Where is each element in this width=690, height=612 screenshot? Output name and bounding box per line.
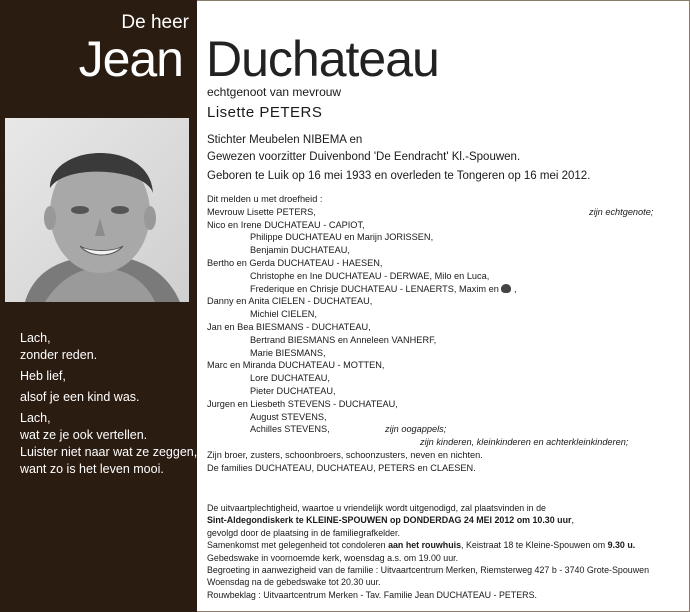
list-item: Pieter DUCHATEAU, bbox=[250, 385, 336, 396]
heart-suffix: , bbox=[513, 283, 517, 294]
funeral-emph: aan het rouwhuis bbox=[388, 540, 462, 551]
list-item: Bertho en Gerda DUCHATEAU - HAESEN, bbox=[207, 257, 383, 268]
poem-line: alsof je een kind was. bbox=[20, 390, 140, 404]
poem-line: wat ze je ook vertellen. bbox=[20, 428, 148, 442]
list-item: Bertrand BIESMANS en Anneleen VANHERF, bbox=[250, 334, 437, 345]
family-list bbox=[207, 193, 677, 475]
family-child: Achilles STEVENS, bbox=[250, 424, 330, 435]
role-line: Stichter Meubelen NIBEMA en bbox=[207, 134, 363, 146]
funeral-line bbox=[207, 539, 685, 551]
role-line: Gewezen voorzitter Duivenbond 'De Eendracht' Kl.-Spouwen. bbox=[207, 151, 521, 163]
birth-death-line: Geboren te Luik op 16 mei 1933 en overleden te Tongeren op 16 mei 2012. bbox=[207, 170, 591, 182]
list-item bbox=[207, 206, 677, 219]
family-child: Frederique en Chrisje DUCHATEAU - LENAERTS, Maxim en bbox=[250, 283, 499, 294]
poem-line: Lach, bbox=[20, 331, 51, 345]
list-item: Benjamin DUCHATEAU, bbox=[250, 245, 350, 256]
funeral-text: , Keistraat 18 te Kleine-Spouwen om bbox=[461, 540, 608, 551]
poem-line: zonder reden. bbox=[20, 348, 98, 362]
funeral-line bbox=[207, 514, 685, 526]
heart-icon bbox=[501, 284, 511, 293]
list-item: Marc en Miranda DUCHATEAU - MOTTEN, bbox=[207, 360, 385, 371]
roles bbox=[207, 132, 520, 166]
poem-line: Heb lief, bbox=[20, 369, 66, 383]
funeral-line: Rouwbeklag : Uitvaartcentrum Merken - Tav. Familie Jean DUCHATEAU - PETERS. bbox=[207, 589, 537, 600]
funeral-church: Sint-Aldegondiskerk te KLEINE-SPOUWEN op DONDERDAG 24 MEI 2012 om 10.30 uur bbox=[207, 515, 572, 526]
list-item: Christophe en Ine DUCHATEAU - DERWAE, Milo en Luca, bbox=[250, 270, 490, 281]
wife-name: Mevrouw Lisette PETERS, bbox=[207, 206, 316, 217]
list-item: Dit melden u met droefheid : bbox=[207, 194, 323, 204]
funeral-line: Woensdag na de gebedswake tot 20.30 uur. bbox=[207, 577, 381, 588]
list-item: August STEVENS, bbox=[250, 411, 327, 422]
poem bbox=[20, 330, 197, 478]
portrait-photo bbox=[5, 118, 189, 302]
first-name: Jean bbox=[78, 31, 183, 87]
list-item: Nico en Irene DUCHATEAU - CAPIOT, bbox=[207, 219, 365, 230]
poem-line: Luister niet naar wat ze zeggen, bbox=[20, 445, 198, 459]
spouse-name: Lisette PETERS bbox=[207, 104, 323, 121]
funeral-line: De uitvaartplechtigheid, waartoe u vriendelijk wordt uitgenodigd, zal plaatsvinden in de bbox=[207, 503, 546, 513]
list-item bbox=[207, 283, 677, 296]
funeral-text: Samenkomst met gelegenheid tot condoleren bbox=[207, 540, 389, 551]
funeral-info bbox=[207, 502, 685, 601]
funeral-line: Gebedswake in voornoemde kerk, woensdag a.s. om 19.00 uur. bbox=[207, 552, 459, 563]
list-item: Danny en Anita CIELEN - DUCHATEAU, bbox=[207, 296, 373, 307]
list-item: Zijn broer, zusters, schoonbroers, schoonzusters, neven en nichten. bbox=[207, 449, 483, 460]
left-panel bbox=[0, 0, 197, 612]
grandkids-relation: zijn oogappels; bbox=[385, 424, 447, 435]
children-relation: zijn kinderen, kleinkinderen en achterkleinkinderen; bbox=[420, 437, 629, 448]
list-item bbox=[207, 436, 677, 449]
list-item: De families DUCHATEAU, DUCHATEAU, PETERS en CLAESEN. bbox=[207, 462, 476, 473]
list-item: Jan en Bea BIESMANS - DUCHATEAU, bbox=[207, 321, 371, 332]
list-item: Philippe DUCHATEAU en Marijn JORISSEN, bbox=[250, 232, 434, 243]
poem-line: want zo is het leven mooi. bbox=[20, 462, 164, 476]
funeral-line: gevolgd door de plaatsing in de familiegrafkelder. bbox=[207, 527, 400, 538]
list-item: Lore DUCHATEAU, bbox=[250, 373, 330, 384]
funeral-emph: 9.30 u. bbox=[607, 540, 636, 551]
list-item: Marie BIESMANS, bbox=[250, 347, 326, 358]
funeral-line: Begroeting in aanwezigheid van de familie : Uitvaartcentrum Merken, Riemsterweg 427 b - 3740 Grote-Spouwen bbox=[207, 565, 650, 576]
honorific: De heer bbox=[121, 12, 189, 33]
wife-relation: zijn echtgenote; bbox=[589, 206, 654, 217]
funeral-line-tail: , bbox=[571, 515, 574, 526]
list-item bbox=[207, 423, 677, 436]
last-name: Duchateau bbox=[206, 31, 439, 87]
list-item: Jurgen en Liesbeth STEVENS - DUCHATEAU, bbox=[207, 398, 398, 409]
spouse-label: echtgenoot van mevrouw bbox=[207, 85, 342, 99]
poem-line: Lach, bbox=[20, 411, 51, 425]
list-item: Michiel CIELEN, bbox=[250, 309, 317, 320]
